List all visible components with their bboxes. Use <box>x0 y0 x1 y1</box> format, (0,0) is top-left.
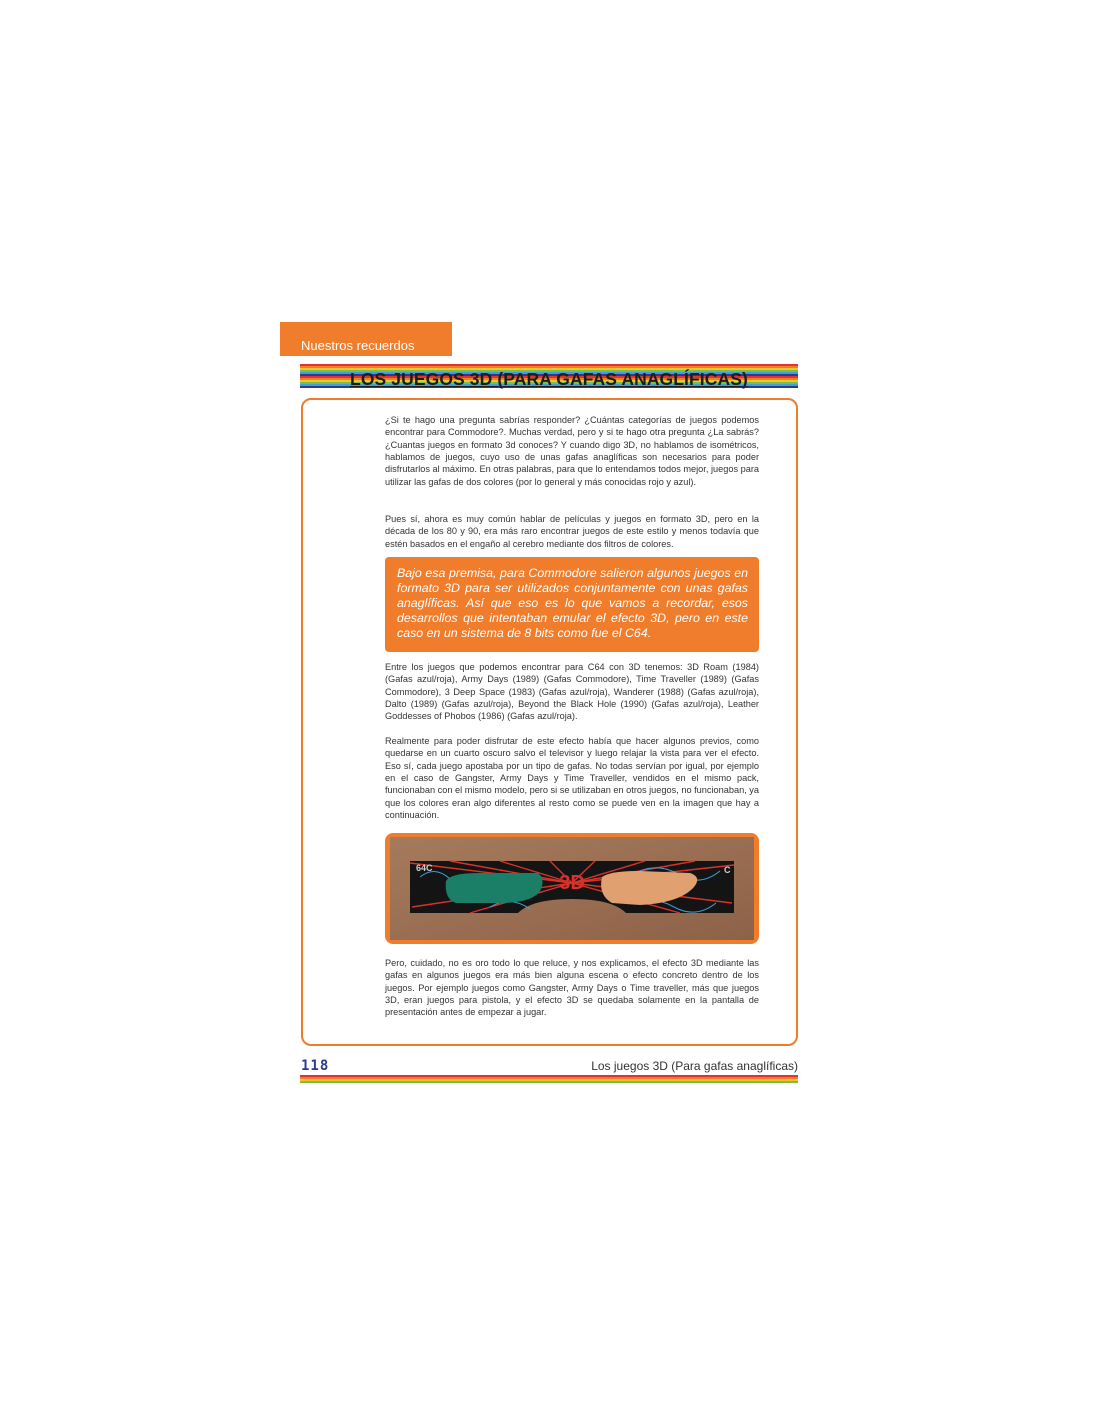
games-list-paragraph: Entre los juegos que podemos encontrar para C64 con 3D tenemos: 3D Roam (1984) (Gafas azul/roja), Army Days (1989) (Gafas Commodore), Time Traveller (1989) (Gafas Commodore), 3 Deep Space (1983) (Gafas azul/roja), Wanderer (1988) (Gafas azul/roja), Dalto (1989) (Gafas azul/roja), Beyond the Black Hole (1990) (Gafas azul/roja), Leather Goddesses of Phobos (1986) (Gafas azul/roja). <box>385 662 759 722</box>
page-number: 118 <box>301 1058 330 1074</box>
running-footer-title: Los juegos 3D (Para gafas anaglíficas) <box>591 1059 798 1073</box>
usage-paragraph: Realmente para poder disfrutar de este efecto había que hacer algunos previos, como quedarse en un cuarto oscuro salvo el televisor y luego relajar la vista para ver el efecto. Eso sí, cada juego apostaba por un tipo de gafas. No todas servían por igual, por ejemplo en el caso de Gangster, Army Days y Time Traveller, vendidos en el mismo pack, funcionaban con el mismo modelo, pero si se utilizaban en otros juegos, no funcionaban, ya que los colores eran algo diferentes al resto como se puede ven en la imagen que hay a continuación. <box>385 736 759 821</box>
logo-left: 64C <box>416 863 433 873</box>
left-lens <box>446 873 543 903</box>
callout-text: Bajo esa premisa, para Commodore salieron algunos juegos en formato 3D para ser utilizados conjuntamente con unas gafas anaglíficas. Así que eso es lo que vamos a recordar, esos desarrollos que intentaban emular el efecto 3D, pero en este caso en un sistema de 8 bits como fue el C64. <box>397 566 748 640</box>
anaglyph-glasses-image <box>390 837 754 940</box>
section-tab: Nuestros recuerdos <box>280 322 452 356</box>
intro-paragraph: ¿Si te hago una pregunta sabrías responder? ¿Cuántas categorías de juegos podemos encontrar para Commodore?. Muchas verdad, pero y si te hago otra pregunta ¿La sabrás? ¿Cuantas juegos en formato 3d conoces? Y cuando digo 3D, no hablamos de isométricos, hablamos de juegos, cuyo uso de unas gafas anaglíficas son necesarios para poder disfrutarlos al máximo. En otras palabras, para que lo entendamos todos mejor, juegos para utilizar las gafas de dos colores (por lo general y más conocidas rojo y azul). <box>385 415 759 487</box>
stripe <box>300 1081 798 1083</box>
logo-right: C <box>724 865 731 875</box>
highlight-callout <box>385 557 759 652</box>
page-title <box>300 367 798 391</box>
footer-stripes <box>300 1075 798 1083</box>
context-paragraph: Pues sí, ahora es muy común hablar de películas y juegos en formato 3D, pero en la década de los 80 y 90, era más raro encontrar juegos de este estilo y menos todavía que estén basados en el engaño al cerebro mediante dos filtros de colores. <box>385 514 759 549</box>
glasses-photo-frame <box>385 833 759 944</box>
closing-paragraph: Pero, cuidado, no es oro todo lo que reluce, y nos explicamos, el efecto 3D mediante las gafas en algunos juegos era más bien alguna escena o efecto concreto dentro de los juegos. Por ejemplo juegos como Gangster, Army Days o Time traveller, más que juegos 3D, eran juegos para pistola, y el efecto 3D se quedaba solamente en la pantalla de presentación antes de empezar a jugar. <box>385 958 759 1018</box>
logo-center: 3D <box>559 872 585 894</box>
page-title-text: LOS JUEGOS 3D (PARA GAFAS ANAGLÍFICAS) <box>350 369 748 389</box>
